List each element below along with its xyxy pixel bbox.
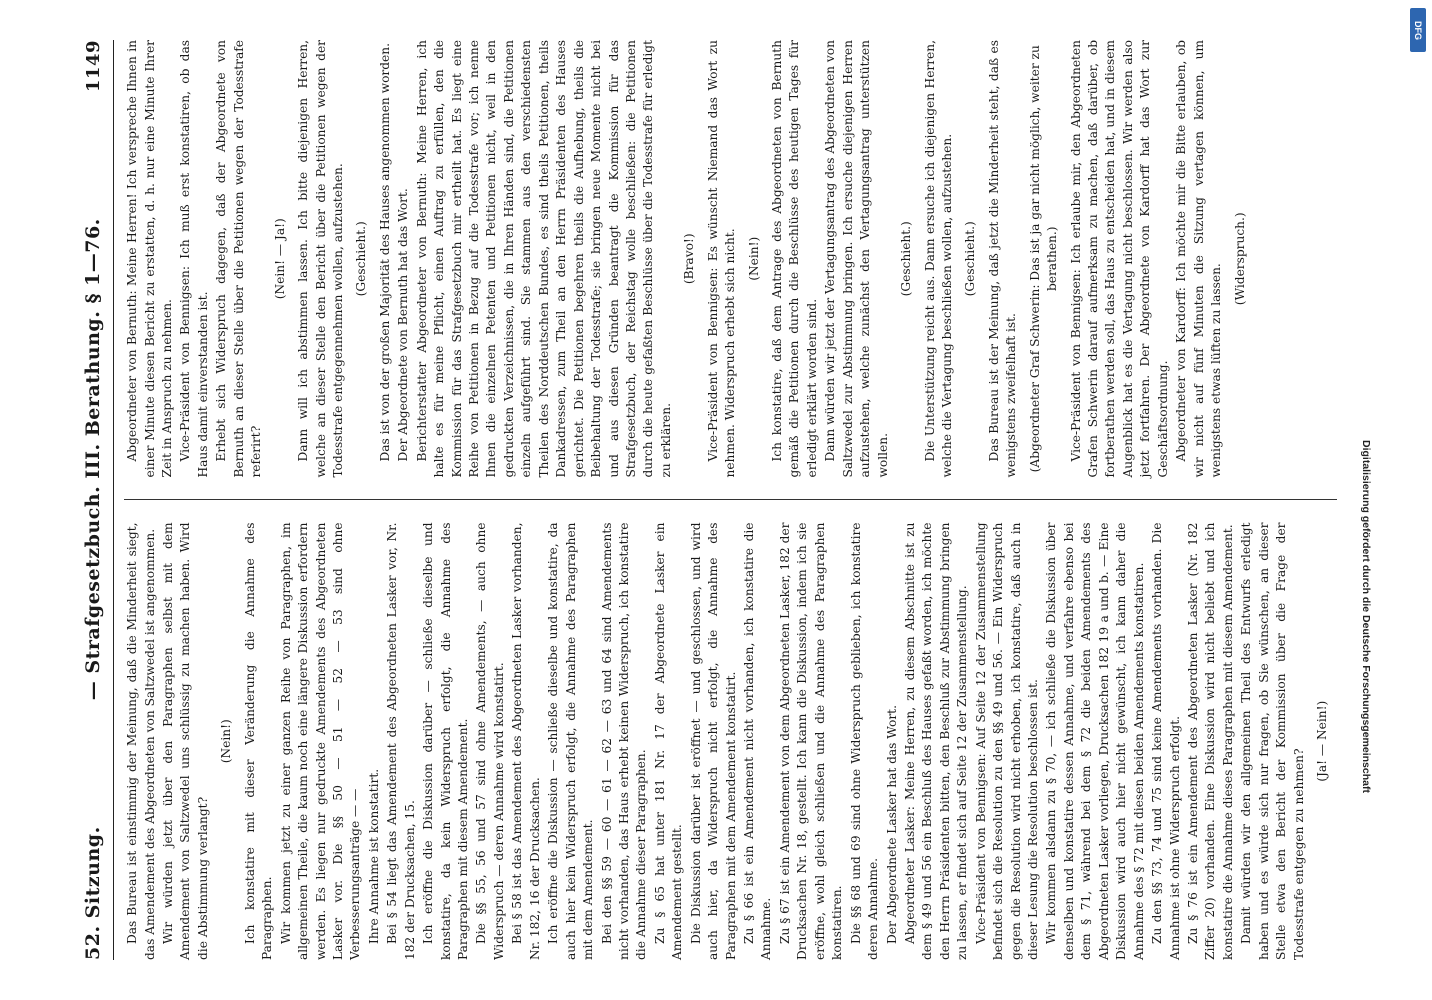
paragraph: (Nein!) xyxy=(219,719,234,764)
page-header xyxy=(80,40,114,960)
paragraph: Abgeordneter Lasker: Meine Herren, zu diesem Abschnitte ist zu dem § 49 und 56 ein Beschluß des Hauses gefaßt worden, ich möchte den Herrn Präsidenten bitten, den Beschluß zur Abstimmung bringen zu lassen, er findet sich auf Seite 12 der Zusammenstellung. xyxy=(902,522,970,960)
paragraph: (Ja! — Nein!) xyxy=(1315,700,1330,782)
paragraph: (Widerspruch.) xyxy=(1232,212,1247,306)
paragraph: (Geschieht.) xyxy=(354,221,369,297)
paragraph: (Nein!) xyxy=(746,236,761,281)
paragraph: (Geschieht.) xyxy=(899,221,914,297)
paragraph: Die Unterstützung reicht aus. Dann ersuche ich diejenigen Herren, welche die Vertagung beschließen wollen, aufzustehen. xyxy=(922,40,954,478)
paragraph: (Geschieht.) xyxy=(963,221,978,297)
paragraph: Vice-Präsident von Bennigsen: Auf Seite 12 der Zusammenstellung befindet sich die Resolution zu den §§ 49 und 56. — Ein Widerspruch gegen die Resolution wird nicht erhoben, ich konstatire, daß auch in dieser Lesung die Resolution beschlossen ist. xyxy=(973,522,1041,960)
paragraph: Erhebt sich Widerspruch dagegen, daß der Abgeordnete von Bernuth an dieser Stelle über die Petitionen wegen der Todesstrafe referirt? xyxy=(214,40,264,478)
left-column xyxy=(124,522,1337,960)
paragraph: Zu den §§ 73, 74 und 75 sind keine Amendements vorhanden. Die Annahme ist ohne Widerspruch erfolgt. xyxy=(1150,522,1182,960)
paragraph: Zu § 76 ist ein Amendement des Abgeordneten Lasker (Nr. 182 Ziffer 20) vorhanden. Eine Diskussion wird nicht beliebt und ich konstatire die Annahme dieses Paragraphen mit diesem Amendement. xyxy=(1185,522,1235,960)
session-label: 52. Sitzung. xyxy=(82,826,104,960)
paragraph: Zu § 67 ist ein Amendement von dem Abgeordneten Lasker, 182 der Drucksachen Nr. 18, gestellt. Ich kann die Diskussion, indem ich sie eröffne, wohl gleich schließen und die Annahme des Paragraphen konstatiren. xyxy=(777,522,845,960)
paragraph: Bei § 54 liegt das Amendement des Abgeordneten Lasker vor, Nr. 182 der Drucksachen, 15. xyxy=(385,522,417,960)
paragraph: Vice-Präsident von Bennigsen: Ich muß erst konstatiren, ob das Haus damit einverstanden ist. xyxy=(178,40,210,478)
paragraph: Ich konstatire mit dieser Veränderung die Annahme des Paragraphen. xyxy=(242,522,275,960)
paragraph: Bei § 58 ist das Amendement des Abgeordneten Lasker vorhanden, Nr. 182, 16 der Drucksachen. xyxy=(510,522,542,960)
paragraph: Das Bureau ist einstimmig der Meinung, daß die Minderheit siegt, das Amendement des Abgeordneten von Saltzwedel ist angenommen. xyxy=(125,522,157,960)
paragraph: Das ist von der großen Majorität des Hauses angenommen worden. xyxy=(377,43,392,462)
dfg-logo: DFG xyxy=(1410,8,1426,52)
paragraph: Ich eröffne die Diskussion darüber — schließe dieselbe und konstatire, da kein Widerspruch erfolgt, die Annahme des Paragraphen mit diesem Amendement. xyxy=(421,522,471,960)
paragraph: (Bravo!) xyxy=(682,233,697,285)
paragraph: Dann würden wir jetzt der Vertagungsantrag des Abgeordneten von Saltzwedel zur Abstimmung bringen. Ich ersuche diejenigen Herren aufzustehen, welche zunächst den Vertagungsantrag unterstützen wollen. xyxy=(823,40,890,478)
paragraph: Die Diskussion darüber ist eröffnet — und geschlossen, und wird auch hier, da Widerspruch nicht erfolgt, die Annahme des Paragraphen mit dem Amendement konstatirt. xyxy=(688,522,738,960)
paragraph: Vice-Präsident von Bennigsen: Ich erlaube mir, den Abgeordneten Grafen Schwerin darauf aufmerksam zu machen, daß darüber, ob fortberathen werden soll, das Haus zu entscheiden hat, und in diesem Augenblick hat es die Vertagung nicht beschlossen. Wir werden also jetzt fortfahren. Der Abgeordnete von Kardorff hat das Wort zur Geschäftsordnung. xyxy=(1068,40,1170,478)
paragraph: Wir würden jetzt über den Paragraphen selbst mit dem Amendement von Saltzwedel uns schlüssig zu machen haben. Wird die Abstimmung verlangt? xyxy=(161,522,210,960)
paragraph: Vice-Präsident von Bennigsen: Es wünscht Niemand das Wort zu nehmen. Widerspruch erhebt sich nicht. xyxy=(705,40,738,478)
paragraph: Abgeordneter von Bernuth: Meine Herren! Ich verspreche Ihnen in einer Minute diesen Bericht zu erstatten, d. h. nur eine Minute Ihrer Zeit in Anspruch zu nehmen. xyxy=(125,40,175,478)
column-divider xyxy=(124,500,1337,501)
paragraph: Ich eröffne die Diskussion — schließe dieselbe und konstatire, da auch hier kein Widerspruch erfolgt, die Annahme des Paragraphen mit dem Amendement. xyxy=(546,522,596,960)
paragraph: Zu § 65 hat unter 181 Nr. 17 der Abgeordnete Lasker ein Amendement gestellt. xyxy=(652,522,685,960)
paragraph: (Nein! — Ja!) xyxy=(272,218,287,300)
paragraph: Ich konstatire, daß dem Antrage des Abgeordneten von Bernuth gemäß die Petitionen durch die Beschlüsse des heutigen Tages für erledigt erklärt worden sind. xyxy=(770,40,819,478)
paragraph: Dann will ich abstimmen lassen. Ich bitte diejenigen Herren, welche an dieser Stelle den Bericht über die Petitionen wegen der Todesstrafe entgegennehmen wollen, aufzustehen. xyxy=(296,40,345,478)
paragraph: Die §§ 55, 56 und 57 sind ohne Amendements, — auch ohne Widerspruch — deren Annahme wird konstatirt. xyxy=(474,522,506,960)
paragraph: Wir kommen alsdann zu § 70, — ich schließe die Diskussion über denselben und konstatire dessen Annahme, und verfahre ebenso bei dem § 71, während bei dem § 72 die beiden Amendements des Abgeordneten Lasker vorliegen, Drucksachen 182 19 a und b. — Eine Diskussion wird auch hier nicht gewünscht, ich kann daher die Annahme des § 72 mit diesen beiden Amendements konstatiren. xyxy=(1044,522,1146,960)
page-number: 1149 xyxy=(83,40,104,93)
paragraph: (Abgeordneter Graf Schwerin: Das ist ja gar nicht möglich, weiter zu berathen.) xyxy=(1027,45,1060,473)
paragraph: Abgeordneter von Kardorff: Ich möchte mir die Bitte erlauben, ob wir nicht auf fünf Minuten die Sitzung vertagen können, um wenigstens etwas lüften zu lassen. xyxy=(1174,40,1224,478)
paragraph: Ihre Annahme ist konstatirt. xyxy=(366,768,381,944)
digitization-credit: Digitalisierung gefördert durch die Deutsche Forschungsgemeinschaft xyxy=(1360,440,1372,793)
paragraph: Der Abgeordnete Lasker hat das Wort. xyxy=(884,705,899,944)
paragraph: Bei den §§ 59 — 60 — 61 — 62 — 63 und 64 sind Amendements nicht vorhanden, das Haus erhebt keinen Widerspruch, ich konstatire die Annahme dieser Paragraphen. xyxy=(599,522,649,960)
paragraph: Die §§ 68 und 69 sind ohne Widerspruch geblieben, ich konstatire deren Annahme. xyxy=(848,522,881,960)
paragraph: Der Abgeordnete von Bernuth hat das Wort. xyxy=(396,188,411,462)
paragraph: Zu § 66 ist ein Amendement nicht vorhanden, ich konstatire die Annahme. xyxy=(742,522,774,960)
text-columns xyxy=(124,40,1337,960)
running-title: — Strafgesetzbuch. III. Berathung. § 1—76. xyxy=(82,218,104,701)
paragraph: Das Bureau ist der Meinung, daß jetzt die Minderheit steht, daß es wenigstens zweifelhaft ist. xyxy=(986,40,1019,478)
right-column xyxy=(124,40,1337,478)
paragraph: Damit würden wir den allgemeinen Theil des Entwurfs erledigt haben und es würde sich nur fragen, ob Sie wünschen, an dieser Stelle etwa den Bericht der Kommission über die Frage der Todesstrafe entgegen zu nehmen? xyxy=(1239,522,1306,960)
paragraph: Berichterstatter Abgeordneter von Bernuth: Meine Herren, ich halte es für meine Pflicht, einen Auftrag zu erfüllen, den die Kommission für das Strafgesetzbuch mir ertheilt hat. Es liegt eine Reihe von Petitionen in Bezug auf die Todesstrafe vor; ich nenne Ihnen die einzelnen Petenten und Petitionen nicht, weil in den gedruckten Verzeichnissen, die in Ihren Händen sind, die Petitionen einzeln aufgeführt sind. Sie stammen aus den verschiedensten Theilen des Norddeutschen Bundes, es sind theils Petitionen, theils Dankadressen, zum Theil an den Herrn Präsidenten des Hauses gerichtet. Die Petitionen begehren theils die Aufhebung, theils die Beibehaltung der Todesstrafe; sie bringen neue Momente nicht bei und aus diesen Gründen beantragt die Kommission für das Strafgesetzbuch, der Reichstag wolle beschließen: die Petitionen durch die heute gefaßten Beschlüsse über die Todesstrafe für erledigt zu erklären. xyxy=(414,40,673,478)
paragraph: Wir kommen jetzt zu einer ganzen Reihe von Paragraphen, im allgemeinen Theile, die kaum noch eine längere Diskussion erfordern werden. Es liegen nur gedruckte Amendements des Abgeordneten Lasker vor. Die §§ 50 — 51 — 52 — 53 sind ohne Verbesserungsanträge — — xyxy=(278,522,363,960)
